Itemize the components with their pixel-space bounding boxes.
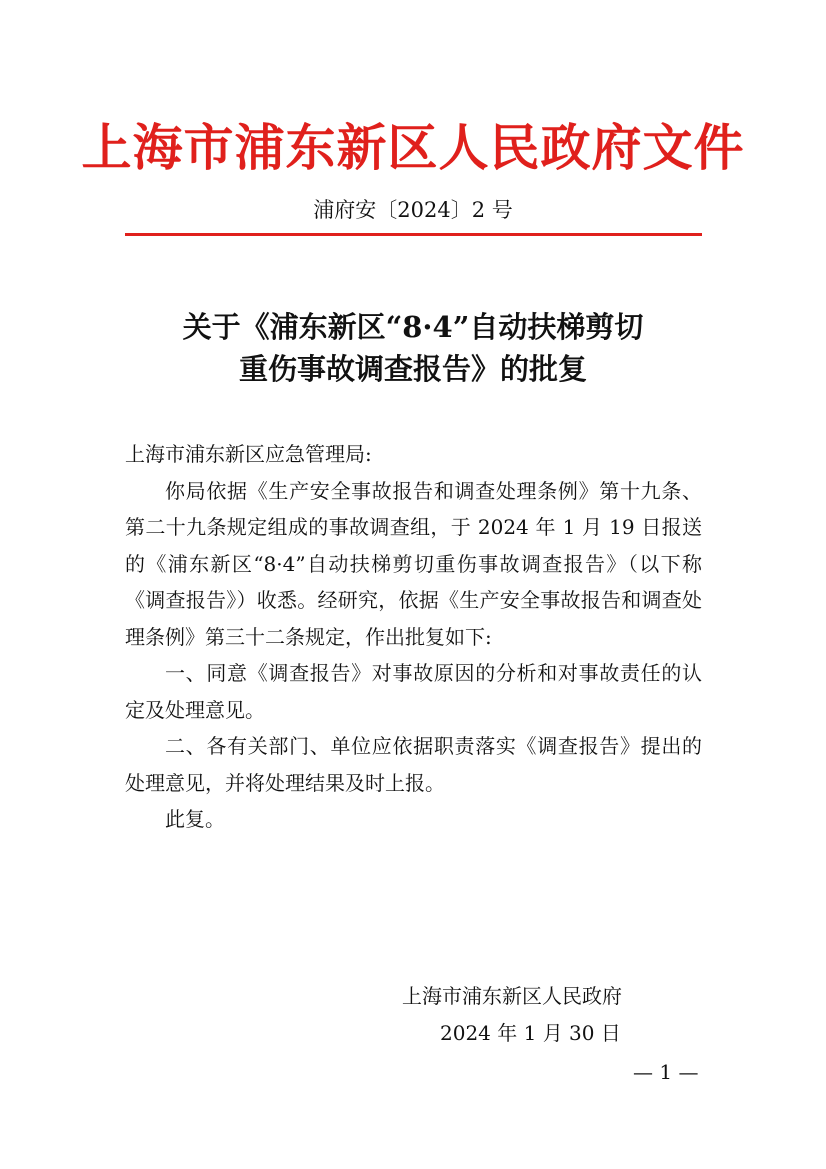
red-separator-line bbox=[125, 233, 702, 236]
addressee: 上海市浦东新区应急管理局: bbox=[125, 442, 372, 466]
document-header-title: 上海市浦东新区人民政府文件 bbox=[81, 118, 745, 177]
body-paragraph: 一、同意《调查报告》对事故原因的分析和对事故责任的认定及处理意见。 bbox=[125, 661, 702, 722]
document-number: 浦府安〔2024〕2 号 bbox=[313, 198, 513, 222]
document-title-line-1: 关于《浦东新区“8·4”自动扶梯剪切 bbox=[182, 310, 644, 344]
document-title-line-2: 重伤事故调查报告》的批复 bbox=[238, 352, 587, 386]
document-body bbox=[125, 436, 702, 838]
signature-issuer: 上海市浦东新区人民政府 bbox=[402, 984, 622, 1008]
body-paragraph: 二、各有关部门、单位应依据职责落实《调查报告》提出的处理意见，并将处理结果及时上报。 bbox=[125, 734, 702, 795]
page-number: — 1 — bbox=[633, 1060, 699, 1084]
signature-date: 2024 年 1 月 30 日 bbox=[440, 1021, 621, 1045]
closing-remark: 此复。 bbox=[165, 807, 225, 831]
body-paragraph: 你局依据《生产安全事故报告和调查处理条例》第十九条、第二十九条规定组成的事故调查组，于 2024 年 1 月 19 日报送的《浦东新区“8·4”自动扶梯剪切重伤事故调查报告》（以下称《调查报告》）收悉。经研究，依据《生产安全事故报告和调查处理条例》第三十二条规定，作出批复如下: bbox=[125, 478, 702, 649]
document-title bbox=[100, 306, 726, 390]
